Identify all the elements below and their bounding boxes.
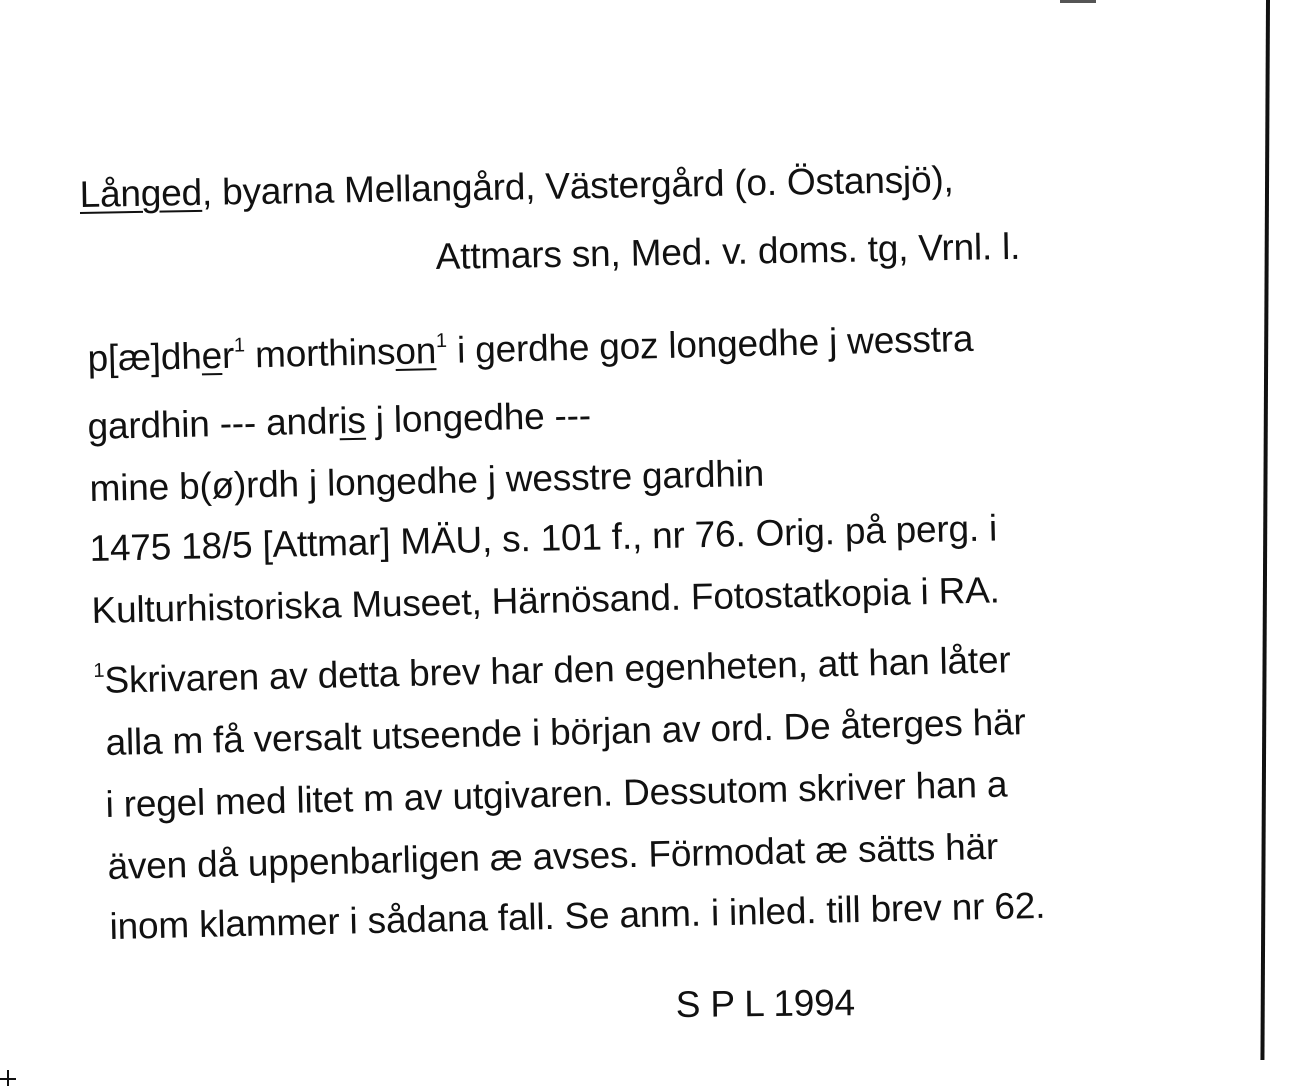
header-line-1 (79, 158, 954, 215)
quote-line-3: mine b(ø)rdh j longedhe j wesstre gardhin (89, 452, 765, 509)
page-edge-line (1260, 0, 1270, 1060)
footnote-line-1: $^1$Skrivaren av detta brev har den egenheten, att han låter (93, 639, 1011, 701)
place-name: Långed (79, 171, 203, 215)
signature: S P L 1994 (675, 982, 856, 1025)
footnote-line-5: inom klammer i sådana fall. Se anm. i inled. till brev nr 62. (109, 884, 1046, 947)
source-line-1: 1475 18/5 [Attmar] MÄU, s. 101 f., nr 76. Orig. på perg. i (89, 507, 998, 569)
quote-line-1: p[æ]dher$^1$ morthinson$^1$ i gerdhe goz longedhe j wesstra (87, 317, 974, 379)
header-line-1-rest: , byarna Mellangård, Västergård (o. Östansjö), (201, 158, 954, 213)
quote-line-2: gardhin --- andris j longedhe --- (87, 394, 592, 447)
footnote-line-2: alla m få versalt utseende i början av ord. De återges här (105, 701, 1026, 763)
header-line-2 (435, 225, 1021, 277)
crop-mark (0, 1070, 16, 1086)
footnote-line-3: i regel med litet m av utgivaren. Dessutom skriver han a (105, 763, 1008, 825)
scan-mark (1060, 0, 1096, 3)
footnote-ref: 1 (435, 329, 448, 353)
footnote-ref: 1 (233, 334, 246, 357)
footnote-marker: 1 (93, 659, 105, 683)
source-line-2: Kulturhistoriska Museet, Härnösand. Fotostatkopia i RA. (91, 569, 1001, 631)
footnote-line-4: även då uppenbarligen æ avses. Förmodat æ sätts här (107, 825, 999, 887)
header-parish: Attmars sn, Med. v. doms. tg, Vrnl. l. (435, 225, 1021, 277)
